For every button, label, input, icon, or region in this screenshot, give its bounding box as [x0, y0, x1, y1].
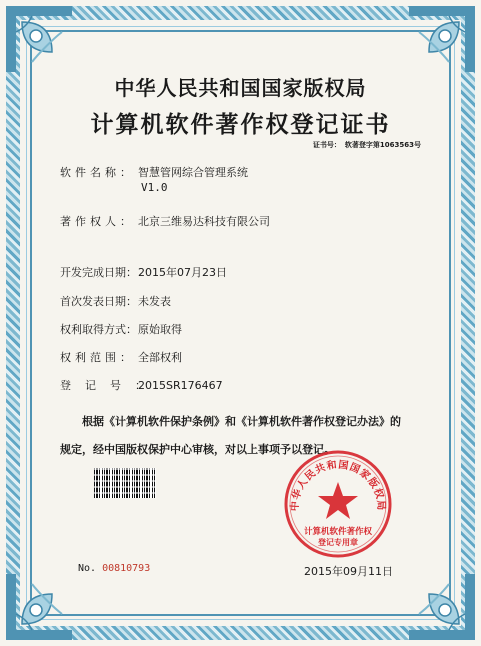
corner-ornament-icon	[2, 570, 76, 644]
completion-date-row	[60, 264, 227, 280]
owner-value: 北京三维易达科技有限公司	[138, 215, 270, 228]
barcode-icon	[94, 468, 156, 498]
statement-line-1: 根据《计算机软件保护条例》和《计算机软件著作权登记办法》的	[82, 415, 401, 428]
owner-label: 著作权人：	[60, 215, 135, 228]
software-name-value: 智慧管网综合管理系统	[138, 166, 248, 179]
certificate-title: 计算机软件著作权登记证书	[90, 112, 391, 138]
issuing-authority: 中华人民共和国国家版权局	[114, 76, 367, 100]
scope-value: 全部权利	[138, 351, 182, 364]
publication-row	[60, 293, 171, 309]
certificate-number	[313, 140, 421, 150]
certificate-number-label: 证书号：	[312, 141, 341, 149]
seal-inner-line-1: 计算机软件著作权	[303, 527, 373, 537]
serial-number	[78, 563, 150, 574]
acquisition-row	[60, 321, 182, 337]
statement-line-2: 规定，经中国版权保护中心审核，对以上事项予以登记。	[60, 443, 335, 456]
registration-value: 2015SR176467	[138, 379, 223, 392]
publication-label: 首次发表日期：	[60, 295, 137, 308]
corner-ornament-icon	[405, 570, 479, 644]
corner-ornament-icon	[2, 2, 76, 76]
serial-value: 00810793	[102, 563, 151, 574]
acquisition-value: 原始取得	[138, 323, 182, 336]
registration-label: 登记号：	[60, 379, 160, 392]
completion-date-label: 开发完成日期：	[60, 266, 137, 279]
completion-date-value: 2015年07月23日	[138, 266, 227, 279]
owner-row	[60, 213, 270, 229]
issue-date: 2015年09月11日	[304, 565, 393, 578]
serial-label: No.	[78, 563, 97, 574]
software-name-row	[60, 164, 248, 180]
certificate-number-value: 软著登字第1063563号	[344, 141, 421, 149]
registration-row	[60, 377, 223, 393]
software-version: V1.0	[141, 181, 168, 194]
official-seal-icon	[282, 448, 394, 560]
seal-inner-line-2: 登记专用章	[318, 538, 358, 547]
scope-row	[60, 349, 182, 365]
software-name-label: 软件名称：	[60, 166, 135, 179]
scope-label: 权利范围：	[60, 351, 135, 364]
acquisition-label: 权利取得方式：	[60, 323, 137, 336]
publication-value: 未发表	[138, 295, 171, 308]
seal-outer-text: 中华人民共和国国家版权局	[289, 459, 387, 512]
corner-ornament-icon	[405, 2, 479, 76]
